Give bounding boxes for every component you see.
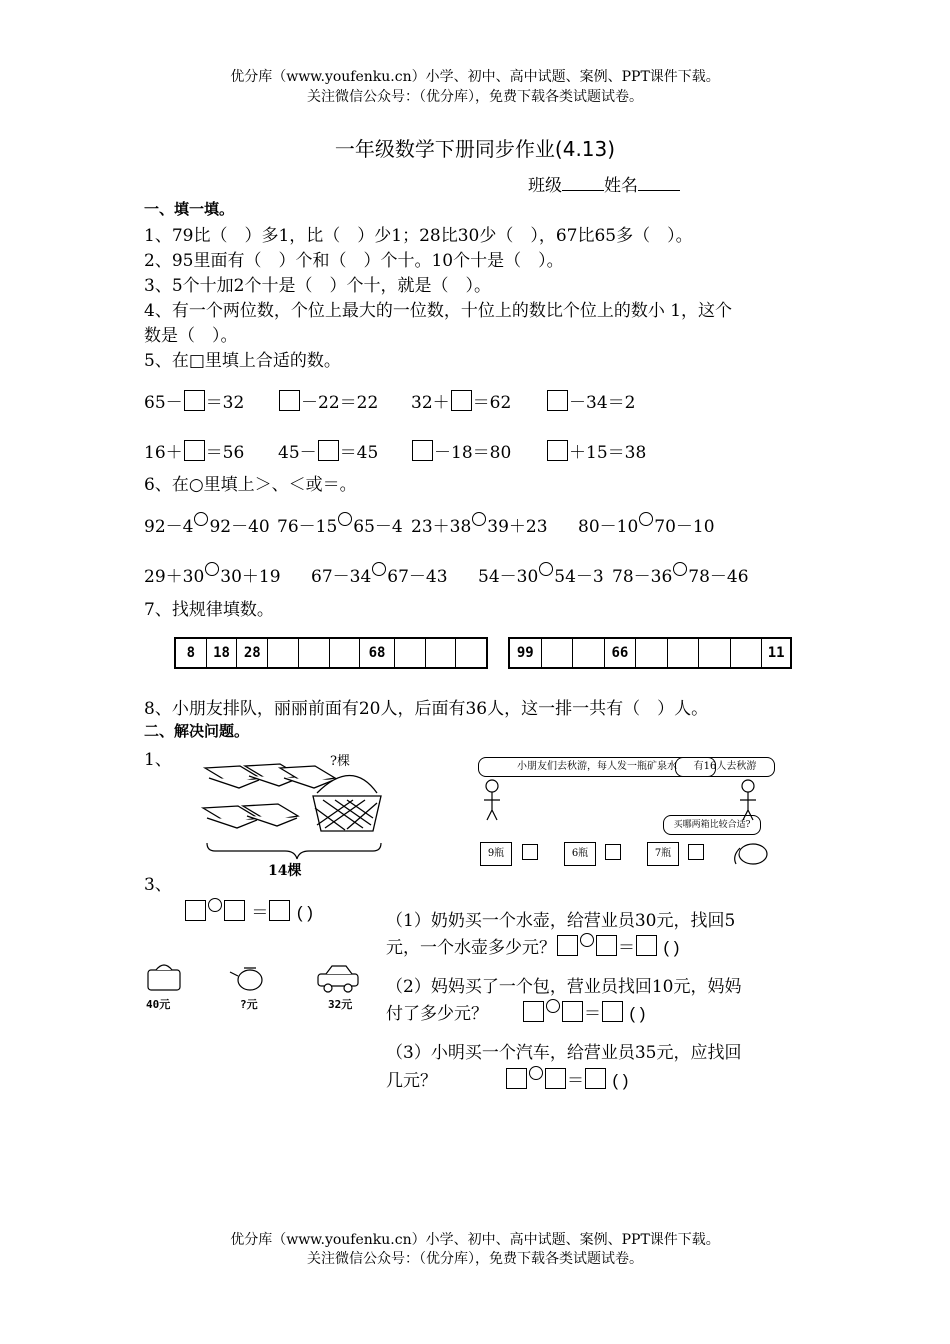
header-line-1: 优分库（www.youfenku.cn）小学、初中、高中试题、案例、PPT课件下载。 [230, 69, 720, 85]
speech-bubble-2: 有16人去秋游 [675, 757, 775, 777]
q5-item: －34＝2 [546, 388, 635, 413]
q5-item: 16＋ ＝56 [144, 438, 244, 463]
seq-cell: 28 [237, 639, 268, 667]
seq-cell: 11 [767, 645, 785, 661]
compare-circle[interactable] [338, 512, 352, 526]
water-box-6: 6瓶 [564, 842, 596, 866]
price-kettle: ?元 [240, 998, 258, 1011]
bag-icon [148, 965, 180, 990]
answer-box[interactable] [451, 390, 472, 411]
operator-circle[interactable] [546, 999, 560, 1013]
answer-box[interactable] [596, 935, 617, 956]
seq-cell[interactable] [299, 639, 330, 667]
items-figure [140, 960, 370, 994]
sub-question-2-line2: 付了多少元？ ＝ ( ) [386, 999, 645, 1024]
price-bag: 40元 [146, 998, 171, 1011]
answer-box[interactable] [585, 1068, 606, 1089]
child-icon [740, 780, 756, 820]
sequence-row-2 [508, 637, 792, 669]
seq-cell: 66 [605, 639, 637, 667]
seq-cell: 8 [176, 639, 207, 667]
question-6: 6、在○里填上＞、＜或＝。 [144, 475, 357, 495]
check-box[interactable] [605, 844, 621, 860]
q6-item: 67－34 67－43 [311, 562, 448, 587]
answer-box[interactable] [636, 935, 657, 956]
car-icon [318, 966, 358, 992]
answer-box[interactable] [185, 900, 206, 921]
seq-cell[interactable] [456, 639, 486, 667]
seq-cell[interactable] [395, 639, 426, 667]
question-2: 2、95里面有（ ）个和（ ）个十。10个十是（ ）。 [144, 251, 564, 271]
seq-cell: 99 [510, 639, 542, 667]
name-blank[interactable] [638, 174, 680, 191]
sub-question-1-line1: （1）奶奶买一个水壶，给营业员30元，找回5 [386, 911, 736, 931]
question-4-line2: 数是（ ）。 [144, 326, 238, 346]
compare-circle[interactable] [194, 512, 208, 526]
q6-item: 23＋38 39＋23 [411, 512, 548, 537]
answer-box[interactable] [506, 1068, 527, 1089]
answer-box[interactable] [557, 935, 578, 956]
water-figure [478, 776, 778, 876]
question-7: 7、找规律填数。 [144, 600, 274, 620]
problem-3-label: 3、 [144, 875, 172, 895]
q6-item: 80－10 70－10 [578, 512, 715, 537]
q6-item: 29＋30 30＋19 [144, 562, 281, 587]
q6-item: 54－30 54－3 [478, 562, 604, 587]
seq-cell[interactable] [636, 639, 668, 667]
answer-box[interactable] [523, 1001, 544, 1022]
question-1: 1、79比（ ）多1，比（ ）少1；28比30少（ ），67比65多（ ）。 [144, 226, 693, 246]
elephant-icon [735, 844, 767, 864]
equation-template: ＝ ( ) [184, 898, 313, 923]
compare-circle[interactable] [639, 512, 653, 526]
water-box-7: 7瓶 [647, 842, 679, 866]
operator-circle[interactable] [580, 933, 594, 947]
problem-1-label: 1、 [144, 750, 172, 770]
question-4-line1: 4、有一个两位数，个位上最大的一位数，十位上的数比个位上的数小 1，这个 [144, 301, 733, 321]
seq-cell: 18 [207, 639, 238, 667]
q6-item: 92－4 92－40 [144, 512, 270, 537]
compare-circle[interactable] [372, 562, 386, 576]
answer-box[interactable] [547, 440, 568, 461]
answer-box[interactable] [545, 1068, 566, 1089]
answer-box[interactable] [269, 900, 290, 921]
sub-question-3-line2: 几元？ ＝ ( ) [386, 1066, 628, 1091]
name-label: 姓名 [604, 176, 638, 196]
check-box[interactable] [688, 844, 704, 860]
water-box-9: 9瓶 [480, 842, 512, 866]
answer-box[interactable] [184, 390, 205, 411]
seq-cell[interactable] [542, 639, 574, 667]
sub-question-2-line1: （2）妈妈买了一个包，营业员找回10元，妈妈 [386, 977, 742, 997]
compare-circle[interactable] [472, 512, 486, 526]
operator-circle[interactable] [529, 1066, 543, 1080]
seq-cell[interactable] [573, 639, 605, 667]
footer-line-2: 关注微信公众号：（优分库），免费下载各类试题试卷。 [307, 1251, 643, 1267]
section2-heading: 二、解决问题。 [144, 722, 250, 740]
answer-box[interactable] [547, 390, 568, 411]
fig1-total: 14棵 [268, 863, 302, 879]
footer-line-1: 优分库（www.youfenku.cn）小学、初中、高中试题、案例、PPT课件下载。 [230, 1232, 720, 1248]
class-name-line [528, 171, 680, 196]
answer-box[interactable] [224, 900, 245, 921]
seq-cell[interactable] [426, 639, 457, 667]
q5-item: 65－ ＝32 [144, 388, 244, 413]
answer-box[interactable] [279, 390, 300, 411]
q6-item: 76－15 65－4 [277, 512, 403, 537]
price-car: 32元 [328, 998, 353, 1011]
operator-circle[interactable] [208, 898, 222, 912]
question-8: 8、小朋友排队，丽丽前面有20人，后面有36人，这一排一共有（ ）人。 [144, 699, 709, 719]
speech-bubble-3: 买哪两箱比较合适? [663, 815, 761, 835]
brace [207, 843, 381, 859]
question-5: 5、在□里填上合适的数。 [144, 351, 341, 371]
seq-cell[interactable] [330, 639, 361, 667]
header-line-2: 关注微信公众号：（优分库），免费下载各类试题试卷。 [307, 89, 643, 105]
compare-circle[interactable] [539, 562, 553, 576]
seq-cell[interactable] [731, 639, 763, 667]
q5-item: －22＝22 [278, 388, 378, 413]
q5-item: 45－ ＝45 [278, 438, 378, 463]
check-box[interactable] [522, 844, 538, 860]
answer-box[interactable] [412, 440, 433, 461]
fig1-question: ?棵 [330, 754, 350, 769]
child-icon [484, 780, 500, 820]
speech-bubble-1: 小朋友们去秋游，每人发一瓶矿泉水 [478, 757, 716, 777]
seq-cell[interactable] [668, 639, 700, 667]
q5-item: 32＋ ＝62 [411, 388, 511, 413]
sub-question-3-line1: （3）小明买一个汽车，给营业员35元，应找回 [386, 1043, 742, 1063]
answer-box[interactable] [562, 1001, 583, 1022]
answer-box[interactable] [318, 440, 339, 461]
answer-box[interactable] [184, 440, 205, 461]
page-title: 一年级数学下册同步作业(4.13) [334, 137, 616, 161]
seq-cell[interactable] [268, 639, 299, 667]
seq-cell[interactable] [699, 639, 731, 667]
sequence-row-1 [174, 637, 488, 669]
q5-item: －18＝80 [411, 438, 511, 463]
class-label: 班级 [528, 176, 562, 196]
compare-circle[interactable] [673, 562, 687, 576]
compare-circle[interactable] [205, 562, 219, 576]
question-3: 3、5个十加2个十是（ ）个十，就是（ ）。 [144, 276, 491, 296]
section1-heading: 一、填一填。 [144, 200, 235, 218]
sub-question-1-line2: 元，一个水壶多少元？ ＝ ( ) [386, 933, 679, 958]
kettle-icon [230, 968, 262, 990]
vegetable-figure [195, 748, 395, 878]
q5-item: ＋15＝38 [546, 438, 646, 463]
q6-item: 78－36 78－46 [612, 562, 749, 587]
seq-cell: 68 [360, 639, 395, 667]
class-blank[interactable] [562, 174, 604, 191]
answer-box[interactable] [602, 1001, 623, 1022]
